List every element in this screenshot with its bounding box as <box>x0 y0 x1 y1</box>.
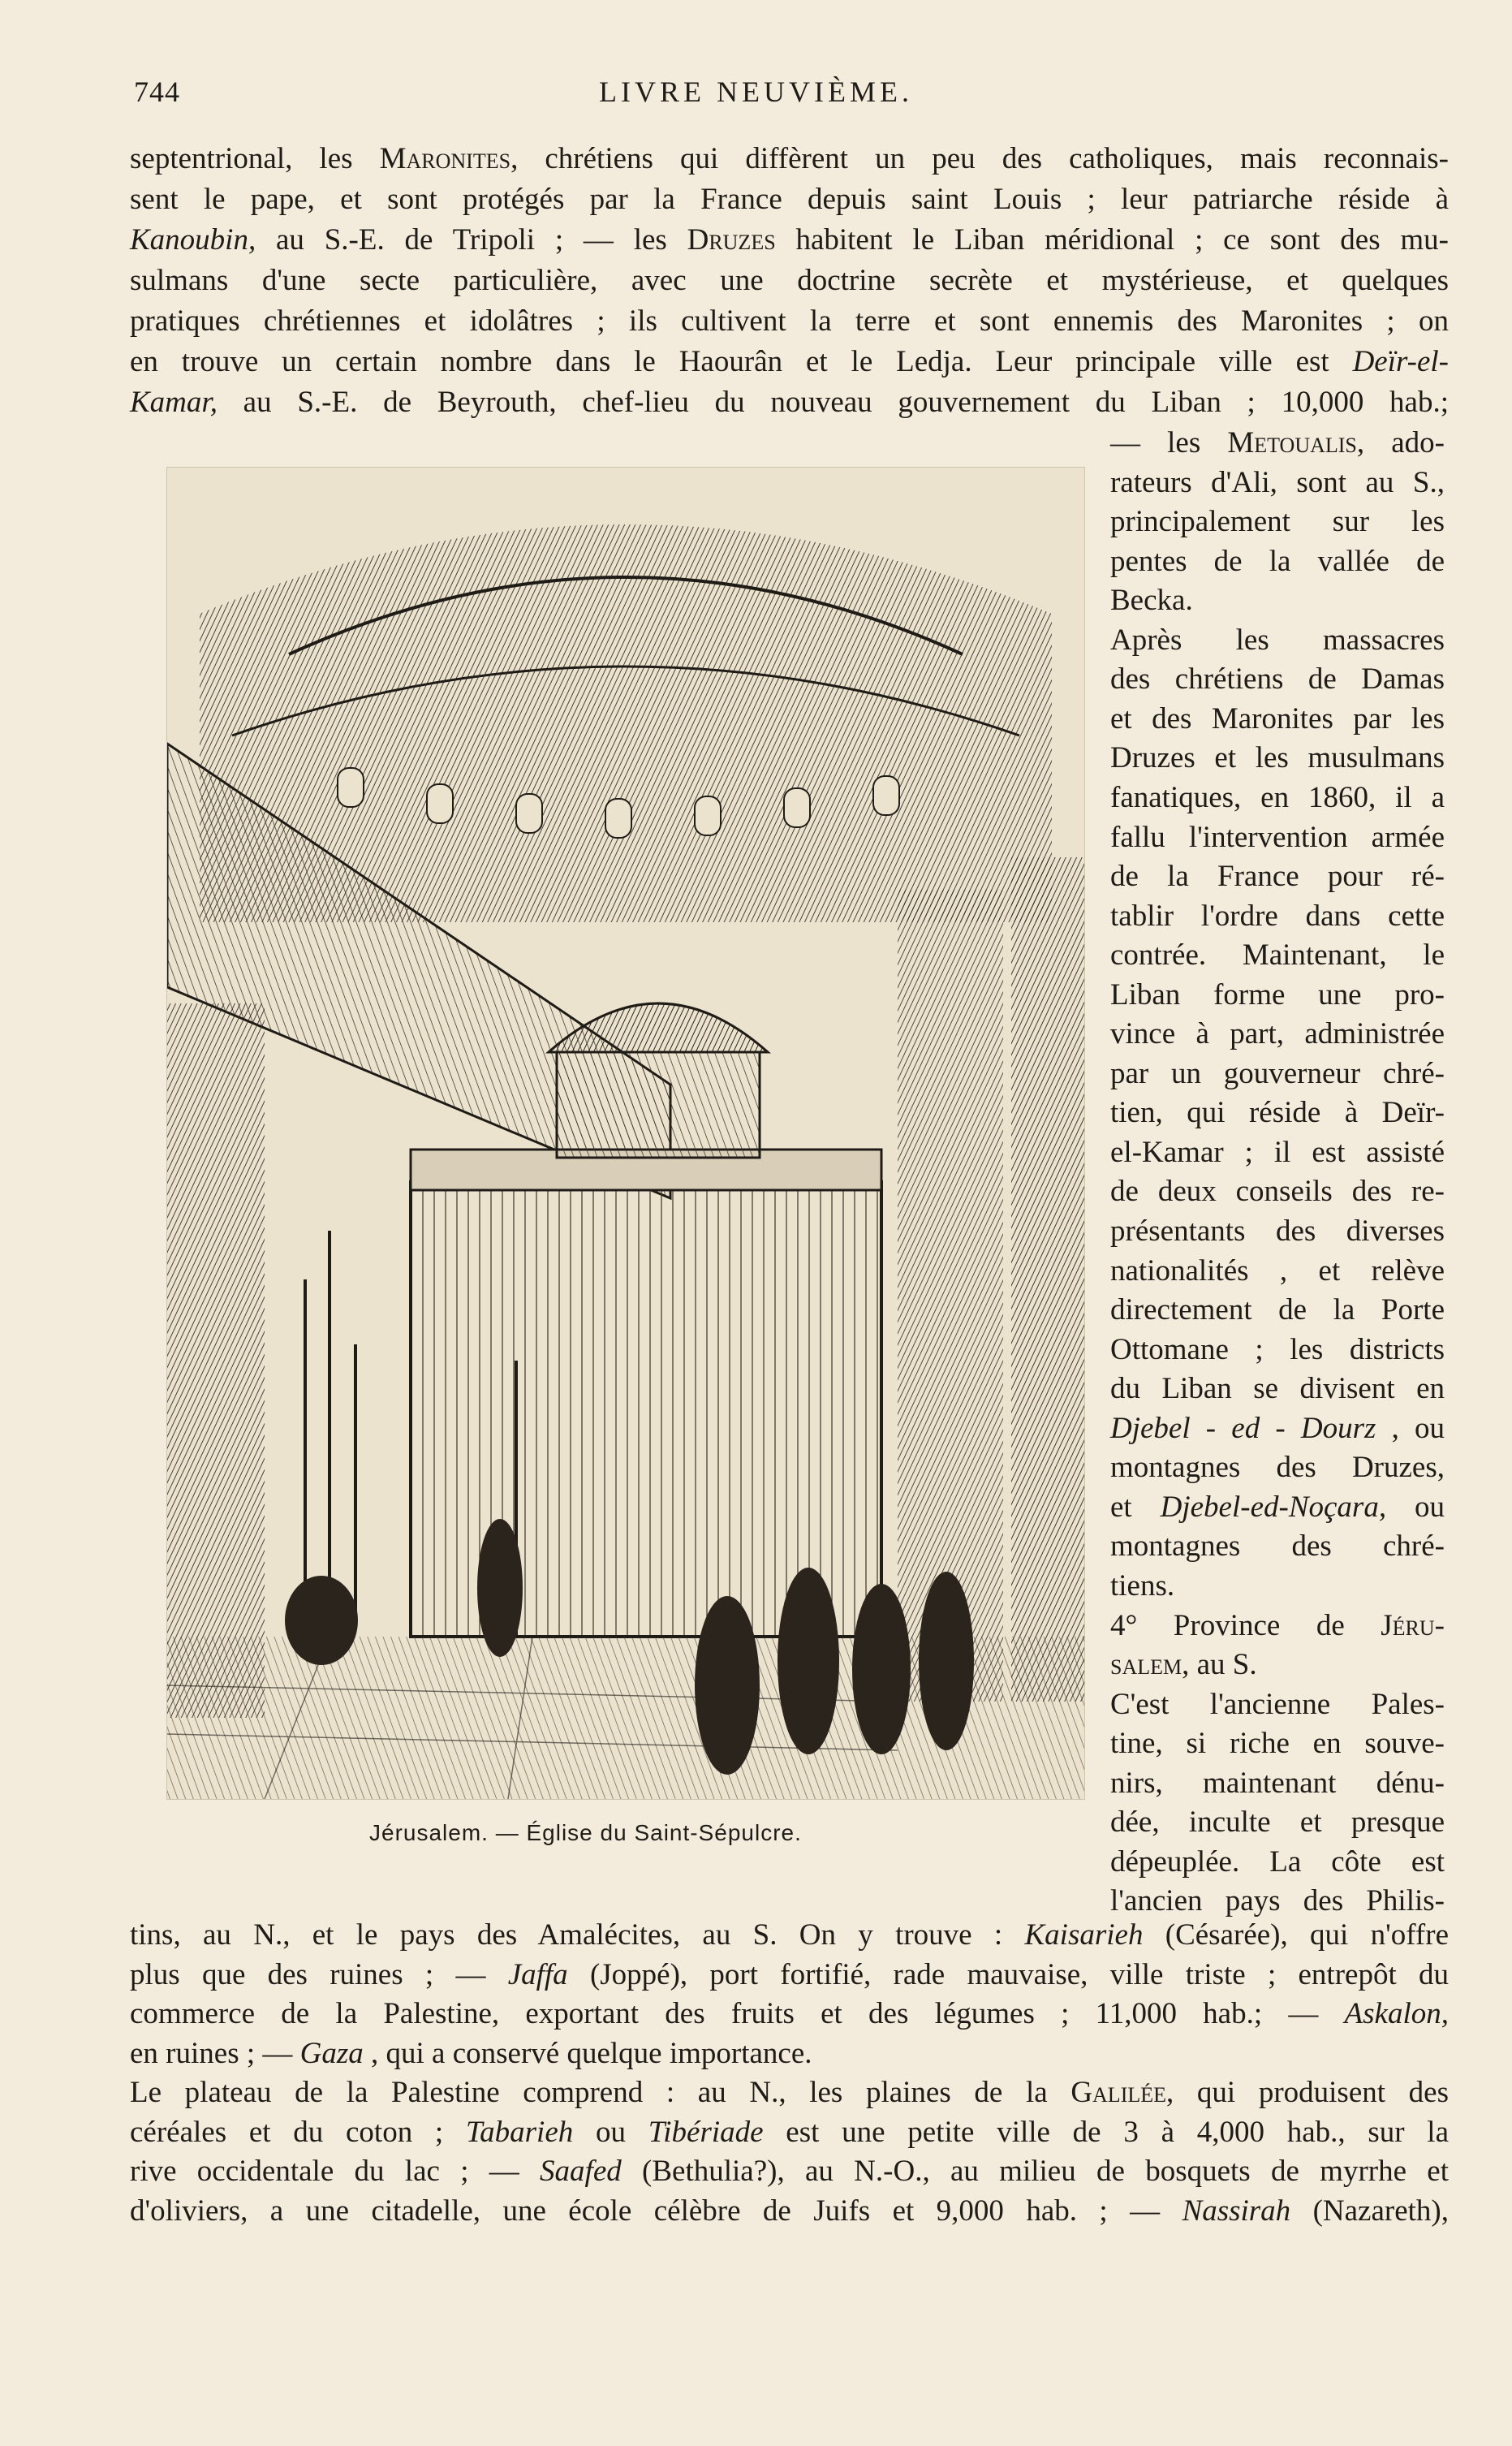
text-segment: montagnes des Druzes, <box>1110 1451 1445 1485</box>
italic-place-name: Tabarieh <box>465 2115 574 2149</box>
text-segment: rive occidentale du lac ; — <box>130 2155 541 2188</box>
text-line <box>1110 1133 1445 1172</box>
text-line <box>1110 1724 1445 1763</box>
text-segment: el-Kamar ; il est assisté <box>1110 1135 1445 1169</box>
italic-place-name: Kamar, <box>130 386 218 419</box>
text-line <box>1110 1607 1445 1646</box>
text-segment: 4° Province de <box>1110 1608 1381 1642</box>
text-line <box>130 302 1449 341</box>
page-number: 744 <box>134 75 180 108</box>
text-segment: en ruines ; — <box>130 2036 300 2070</box>
text-line <box>1110 1291 1445 1330</box>
small-caps-term: Druzes <box>687 223 776 257</box>
text-segment: , qui produisent des <box>1166 2076 1449 2109</box>
engraving-illustration <box>167 468 1084 1799</box>
text-line <box>1110 1370 1445 1408</box>
text-segment: Ottomane ; les districts <box>1110 1332 1445 1366</box>
text-line <box>1110 1685 1445 1724</box>
text-line <box>1110 424 1445 463</box>
italic-place-name: Djebel - ed - Dourz <box>1110 1411 1376 1445</box>
text-line <box>130 2034 1449 2073</box>
text-line <box>1110 1488 1445 1527</box>
text-segment: et des Maronites par les <box>1110 701 1445 736</box>
text-line <box>130 1916 1449 1955</box>
text-segment: septentrional, les <box>130 142 380 175</box>
text-segment: des chrétiens de Damas <box>1110 662 1445 697</box>
italic-place-name: Askalon, <box>1344 1997 1449 2030</box>
text-line <box>130 2192 1449 2231</box>
text-segment: au S.-E. de Tripoli ; — les <box>256 223 687 257</box>
text-segment: tien, qui réside à Deïr- <box>1110 1096 1445 1130</box>
text-segment: Après les massacres <box>1110 623 1445 657</box>
text-line <box>1110 1172 1445 1211</box>
text-line <box>130 261 1449 300</box>
text-segment: — les <box>1110 426 1228 459</box>
text-segment: tins, au N., et le pays des Amalécites, au S. On y trouve : <box>130 1918 1025 1952</box>
text-line <box>1110 1567 1445 1606</box>
text-segment: principalement sur les <box>1110 505 1445 539</box>
text-segment: , ado- <box>1356 426 1445 459</box>
text-line <box>1110 739 1445 778</box>
text-segment: de la France pour ré- <box>1110 860 1445 894</box>
text-segment: tine, si riche en souve- <box>1110 1727 1445 1761</box>
text-line <box>130 1956 1449 1995</box>
text-segment: nationalités , et relève <box>1110 1253 1445 1288</box>
text-line <box>1110 857 1445 896</box>
text-line <box>1110 503 1445 541</box>
small-caps-term: Metoualis <box>1227 426 1357 459</box>
text-line <box>1110 1448 1445 1487</box>
text-segment: Becka. <box>1110 584 1193 618</box>
text-line <box>1110 1764 1445 1803</box>
text-line <box>130 1995 1449 2034</box>
text-segment: directement de la Porte <box>1110 1293 1445 1327</box>
text-line <box>1110 1527 1445 1566</box>
text-segment: , qui a conservé quelque importance. <box>363 2036 812 2070</box>
italic-place-name: Nassirah <box>1182 2194 1291 2228</box>
text-segment: contrée. Maintenant, le <box>1110 938 1445 973</box>
text-segment: sent le pape, et sont protégés par la France depuis saint Louis ; leur patriarche réside à <box>130 183 1449 216</box>
text-segment: , chrétiens qui diffèrent un peu des catholiques, mais reconnais- <box>510 142 1449 175</box>
italic-place-name: Kanoubin, <box>130 223 256 257</box>
italic-place-name: Gaza <box>299 2036 364 2070</box>
text-line <box>1110 779 1445 817</box>
text-segment: vince à part, administrée <box>1110 1017 1445 1051</box>
text-segment: nirs, maintenant dénu- <box>1110 1766 1445 1800</box>
text-line <box>1110 1212 1445 1251</box>
text-segment: de deux conseils des re- <box>1110 1175 1445 1209</box>
text-segment: commerce de la Palestine, exportant des fruits et des légumes ; 11,000 hab.; — <box>130 1997 1345 2030</box>
text-line <box>1110 1843 1445 1882</box>
italic-place-name: Tibériade <box>648 2115 764 2149</box>
text-segment: en trouve un certain nombre dans le Haourân et le Ledja. Leur principale ville est <box>130 345 1353 378</box>
text-line <box>130 343 1449 382</box>
text-line <box>130 2113 1449 2152</box>
text-line <box>1110 1094 1445 1132</box>
text-line <box>1110 1803 1445 1842</box>
text-segment: sulmans d'une secte particulière, avec une doctrine secrète et mystérieuse, et quelques <box>130 264 1449 297</box>
text-line <box>1110 1409 1445 1448</box>
text-segment: dépeuplée. La côte est <box>1110 1844 1445 1879</box>
text-line <box>1110 700 1445 739</box>
text-line <box>1110 581 1445 620</box>
text-line <box>130 383 1449 422</box>
text-line <box>1110 1252 1445 1291</box>
text-segment: tablir l'ordre dans cette <box>1110 899 1445 933</box>
text-line <box>1110 1055 1445 1094</box>
text-line <box>130 140 1449 179</box>
text-line <box>130 180 1449 219</box>
text-segment: ou <box>573 2115 648 2149</box>
running-head: LIVRE NEUVIÈME. <box>599 75 913 108</box>
text-segment: et <box>1110 1490 1161 1524</box>
small-caps-term: Galilée <box>1070 2076 1166 2109</box>
small-caps-term: Maronites <box>379 142 511 175</box>
text-segment: fanatiques, en 1860, il a <box>1110 780 1445 814</box>
text-segment: Druzes et les musulmans <box>1110 741 1445 775</box>
text-segment: habitent le Liban méridional ; ce sont des mu- <box>775 223 1449 257</box>
text-line <box>130 2073 1449 2112</box>
text-line <box>1110 897 1445 936</box>
italic-place-name: Saafed <box>540 2155 622 2188</box>
text-segment: (Joppé), port fortifié, rade mauvaise, ville triste ; entrepôt du <box>567 1957 1449 1991</box>
text-line <box>1110 660 1445 699</box>
small-caps-term: salem <box>1110 1648 1182 1682</box>
italic-place-name: Djebel-ed-Noçara, <box>1160 1490 1387 1524</box>
text-segment: tiens. <box>1110 1568 1175 1603</box>
text-line <box>1110 976 1445 1015</box>
text-segment: rateurs d'Ali, sont au S., <box>1110 465 1445 499</box>
text-line <box>130 2152 1449 2191</box>
text-line <box>130 221 1449 260</box>
text-line <box>1110 936 1445 975</box>
text-segment: l'ancien pays des Philis- <box>1110 1884 1445 1918</box>
text-line <box>1110 1331 1445 1370</box>
text-segment: pratiques chrétiennes et idolâtres ; ils cultivent la terre et sont ennemis des Maronites ; on <box>130 304 1449 338</box>
text-segment: d'oliviers, a une citadelle, une école célèbre de Juifs et 9,000 hab. ; — <box>130 2194 1182 2228</box>
text-segment: dée, inculte et presque <box>1110 1805 1445 1840</box>
text-segment: au S.-E. de Beyrouth, chef-lieu du nouveau gouvernement du Liban ; 10,000 hab.; <box>217 386 1449 419</box>
text-line <box>1110 818 1445 857</box>
text-segment: (Nazareth), <box>1290 2194 1450 2228</box>
engraving-figure <box>166 467 1085 1800</box>
text-segment: ou <box>1386 1490 1445 1524</box>
text-segment: , au S. <box>1182 1648 1257 1682</box>
text-segment: montagnes des chré- <box>1110 1529 1445 1564</box>
small-caps-term: Jéru- <box>1381 1608 1445 1642</box>
text-segment: est une petite ville de 3 à 4,000 hab., sur la <box>763 2115 1450 2149</box>
text-line <box>1110 1015 1445 1054</box>
text-line <box>1110 1646 1445 1685</box>
italic-place-name: Kaisarieh <box>1024 1918 1144 1952</box>
text-line <box>1110 542 1445 581</box>
text-segment: présentants des diverses <box>1110 1214 1445 1248</box>
text-segment: plus que des ruines ; — <box>130 1957 508 1991</box>
text-segment: (Césarée), qui n'offre <box>1143 1918 1449 1952</box>
text-segment: (Bethulia?), au N.-O., au milieu de bosquets de myrrhe et <box>621 2155 1449 2188</box>
figure-caption: Jérusalem. — Église du Saint-Sépulcre. <box>369 1820 802 1845</box>
text-segment: fallu l'intervention armée <box>1110 820 1445 854</box>
text-line <box>1110 464 1445 503</box>
text-segment: du Liban se divisent en <box>1110 1372 1445 1406</box>
text-segment: par un gouverneur chré- <box>1110 1056 1445 1090</box>
text-segment: pentes de la vallée de <box>1110 544 1445 578</box>
text-segment: Liban forme une pro- <box>1110 977 1445 1012</box>
italic-place-name: Jaffa <box>507 1957 568 1991</box>
text-segment: , ou <box>1376 1411 1445 1445</box>
text-segment: C'est l'ancienne Pales- <box>1110 1687 1445 1721</box>
text-segment: Le plateau de la Palestine comprend : au N., les plaines de la <box>130 2076 1071 2109</box>
text-segment: céréales et du coton ; <box>130 2115 466 2149</box>
italic-place-name: Deïr-el- <box>1352 345 1449 378</box>
text-line <box>1110 621 1445 660</box>
